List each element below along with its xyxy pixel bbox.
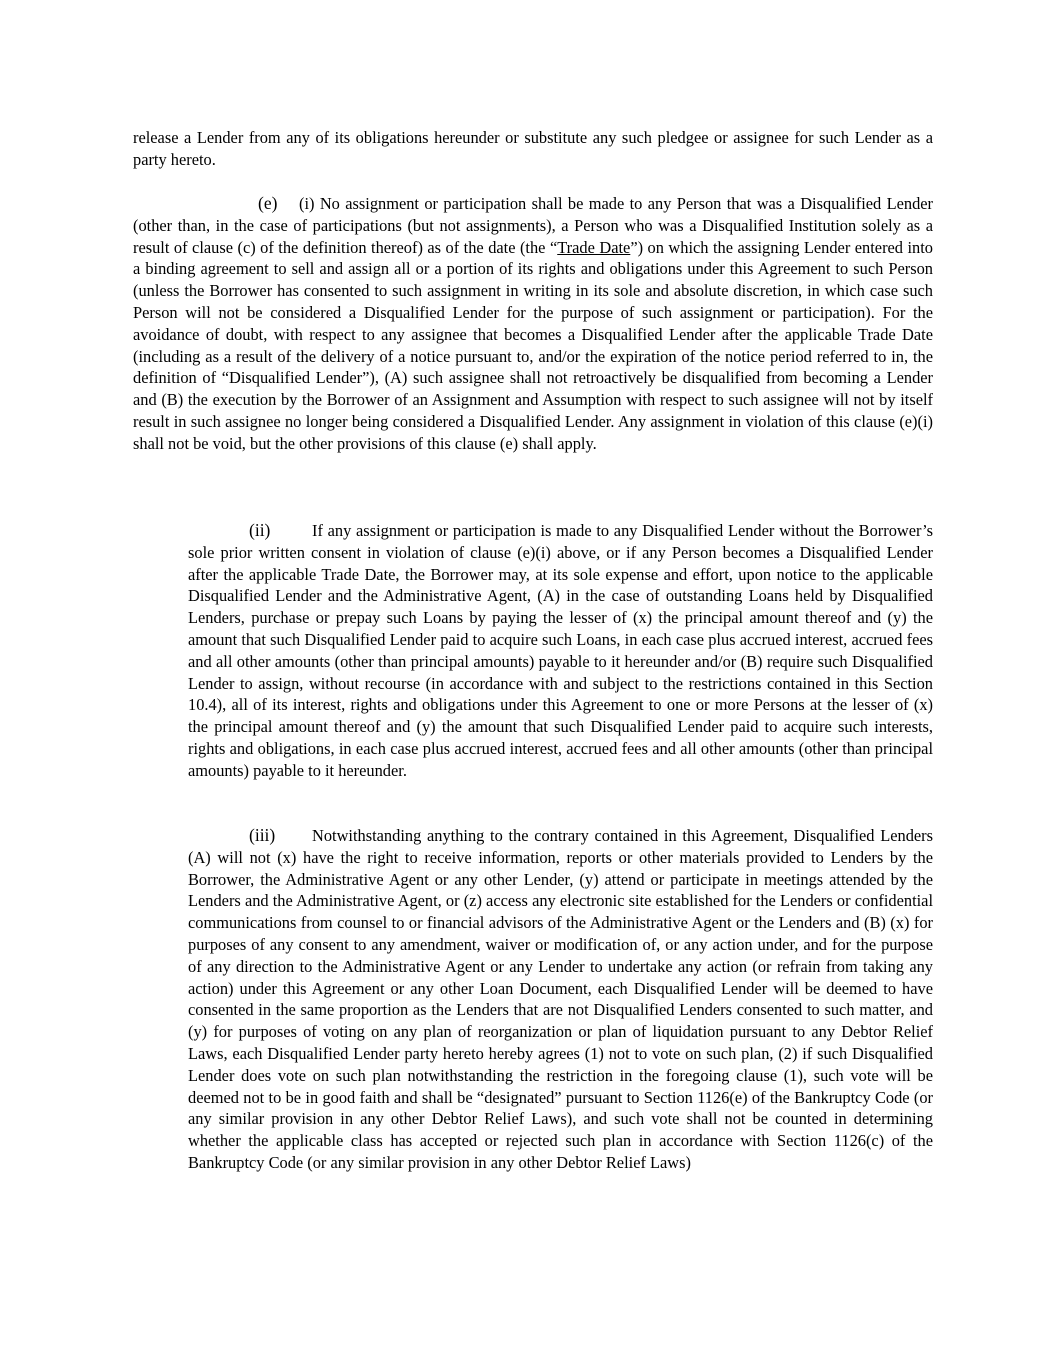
paragraph-text: release a Lender from any of its obligations hereunder or substitute any such pledgee or assignee for such Lender as a party hereto.	[133, 128, 933, 169]
paragraph-text: If any assignment or participation is made to any Disqualified Lender without the Borrower’s sole prior written consent in violation of clause (e)(i) above, or if any Person becomes a Disqualified Lender after the applicable Trade Date, the Borrower may, at its sole expense and effort, upon notice to the applicable Disqualified Lender and the Administrative Agent, (A) in the case of outstanding Loans held by Disqualified Lenders, purchase or prepay such Loans by paying the lesser of (x) the principal amount thereof and (y) the amount that such Disqualified Lender paid to acquire such Loans, in each case plus accrued interest, accrued fees and all other amounts (other than principal amounts) payable to it hereunder and/or (B) require such Disqualified Lender to assign, without recourse (in accordance with and subject to the restrictions contained in this Section 10.4), all of its interest, rights and obligations under this Agreement to one or more Persons at the lesser of (x) the principal amount thereof and (y) the amount that such Disqualified Lender paid to acquire such interests, rights and obligations, in each case plus accrued interest, accrued fees and all other amounts (other than principal amounts) payable to it hereunder.	[188, 521, 933, 780]
clause-label-ii: (ii)	[249, 520, 271, 540]
paragraph-clause-iii	[188, 825, 933, 1174]
paragraph-clause-e	[133, 193, 933, 455]
clause-label-e: (e)	[258, 193, 278, 213]
clause-label-iii: (iii)	[249, 825, 276, 845]
paragraph-text-part-a: (i) No assignment or participation shall be made to any Person that was a Disqualified Lender (other than, in the case of participations (but not assignments), a Person who was a Disqualified Institution solely as a result of clause (c) of the definition thereof) as of the date (the “	[133, 194, 933, 257]
paragraph-text-part-b: ”) on which the assigning Lender entered into a binding agreement to sell and assign all or a portion of its rights and obligations under this Agreement to such Person (unless the Borrower has consented to such assignment in writing in its sole and absolute discretion, in which case such Person will not be considered a Disqualified Lender for the purpose of such assignment or participation). For the avoidance of doubt, with respect to any assignee that becomes a Disqualified Lender after the applicable Trade Date (including as a result of the delivery of a notice pursuant to, and/or the expiration of the notice period referred to in, the definition of “Disqualified Lender”), (A) such assignee shall not retroactively be disqualified from becoming a Lender and (B) the execution by the Borrower of an Assignment and Assumption with respect to such assignee will not by itself result in such assignee no longer being considered a Disqualified Lender. Any assignment in violation of this clause (e)(i) shall not be void, but the other provisions of this clause (e) shall apply.	[133, 237, 933, 453]
paragraph-clause-ii	[188, 520, 933, 782]
paragraph-text: Notwithstanding anything to the contrary contained in this Agreement, Disqualified Lenders (A) will not (x) have the right to receive information, reports or other materials provided to Lenders by the Borrower, the Administrative Agent or any other Lender, (y) attend or participate in meetings attended by the Lenders and the Administrative Agent, or (z) access any electronic site established for the Lenders or confidential communications from counsel to or financial advisors of the Administrative Agent or the Lenders and (B) (x) for purposes of any consent to any amendment, waiver or modification of, or any action under, and for the purpose of any direction to the Administrative Agent or any Lender to undertake any action (or refrain from taking any action) under this Agreement or any other Loan Document, each Disqualified Lender will be deemed to have consented in the same proportion as the Lenders that are not Disqualified Lenders consented to such matter, and (y) for purposes of voting on any plan of reorganization or plan of liquidation pursuant to any Debtor Relief Laws, each Disqualified Lender party hereto hereby agrees (1) not to vote on such plan, (2) if such Disqualified Lender does vote on such plan notwithstanding the restriction in the foregoing clause (1), such vote will be deemed not to be in good faith and shall be “designated” pursuant to Section 1126(e) of the Bankruptcy Code (or any similar provision in any other Debtor Relief Laws), and such vote shall not be counted in determining whether the applicable class has accepted or rejected such plan in accordance with Section 1126(c) of the Bankruptcy Code (or any similar provision in any other Debtor Relief Laws)	[188, 826, 933, 1172]
defined-term-trade-date: Trade Date	[557, 237, 631, 257]
paragraph-continuation	[133, 127, 933, 171]
